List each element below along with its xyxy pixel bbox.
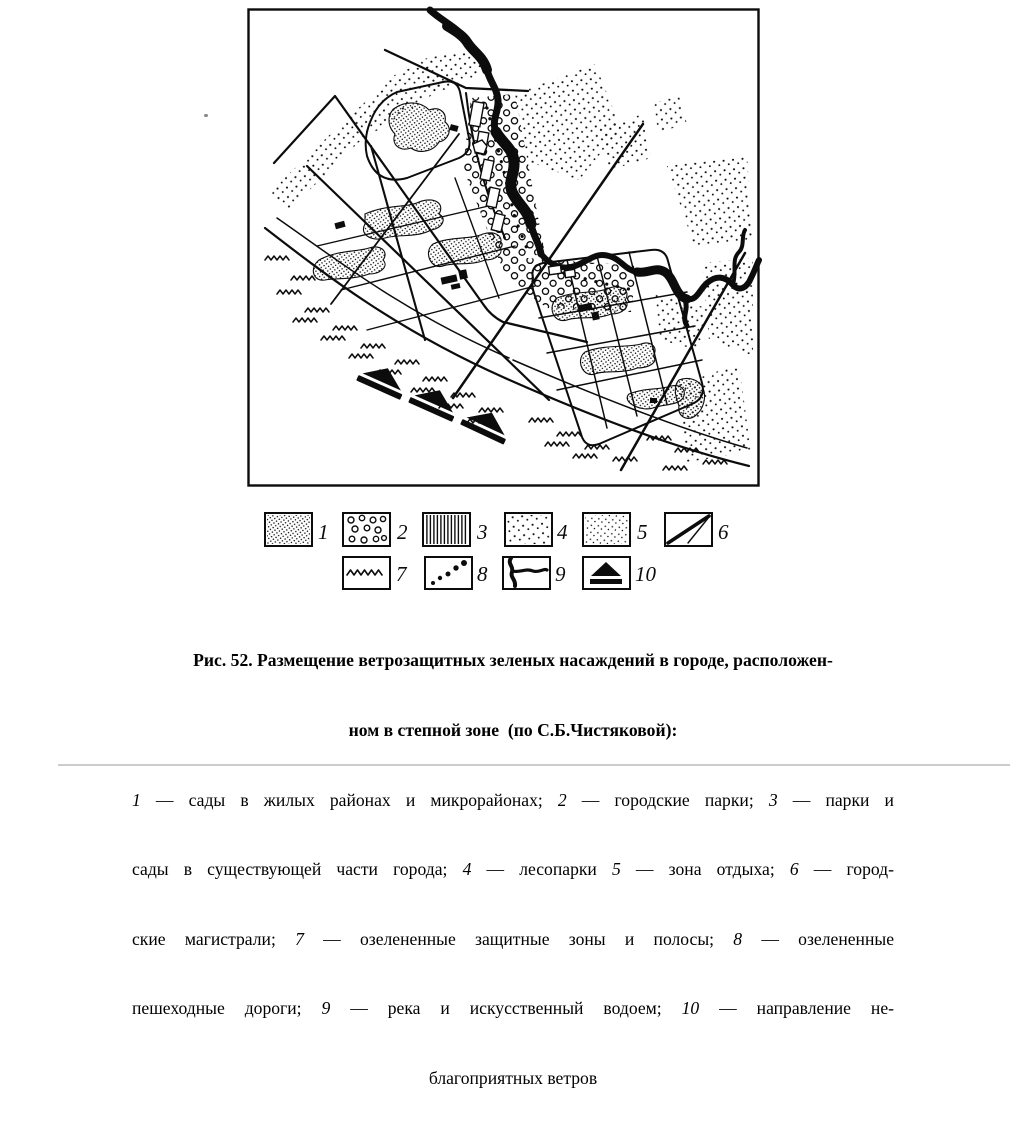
caption-body-line-5: благоприятных ветров (428, 1068, 598, 1089)
legend-item-8 (425, 557, 488, 589)
legend-num-4: 4 (557, 520, 568, 544)
caption-body-line-4: пешеходные дороги; 9 — река и искусственный водоем; 10 — направление не- (132, 998, 894, 1019)
caption-title-line-2: ном в степной зоне (по С.Б.Чистяковой): (348, 720, 678, 741)
figure-caption (132, 603, 894, 1137)
legend-num-10: 10 (635, 562, 656, 586)
map-legend (265, 513, 729, 589)
sparse-dots-swatch (507, 515, 550, 544)
legend-num-5: 5 (637, 520, 648, 544)
legend-item-7 (343, 557, 408, 589)
legend-item-4 (505, 513, 568, 546)
fine-dots-swatch (585, 515, 628, 544)
legend-item-1 (265, 513, 329, 546)
caption-body-line-1: 1 — сады в жилых районах и микрорайонах; 2 — городские парки; 3 — парки и (132, 789, 894, 810)
legend-item-3 (423, 513, 488, 546)
city-plan-map (249, 10, 760, 486)
legend-item-10 (583, 557, 657, 589)
vertical-hatch-swatch (425, 515, 468, 544)
figure-graphic (247, 8, 760, 598)
scan-speck (204, 114, 208, 117)
caption-body-line-2: сады в существующей части города; 4 — лесопарки 5 — зона отдыха; 6 — город- (132, 859, 894, 880)
legend-num-7: 7 (396, 562, 407, 586)
legend-num-6: 6 (718, 520, 729, 544)
legend-num-3: 3 (477, 520, 488, 544)
legend-item-6 (665, 513, 729, 546)
legend-item-5 (583, 513, 648, 546)
legend-num-1: 1 (318, 520, 329, 544)
dense-stipple-swatch (267, 515, 310, 544)
legend-num-9: 9 (555, 562, 566, 586)
legend-item-2 (343, 513, 408, 546)
page-bottom-rule (58, 764, 1010, 766)
legend-item-9 (503, 557, 566, 589)
legend-num-8: 8 (477, 562, 488, 586)
legend-num-2: 2 (397, 520, 408, 544)
caption-title-line-1: Рис. 52. Размещение ветрозащитных зеленых насаждений в городе, расположен- (193, 650, 833, 671)
caption-body-line-3: ские магистрали; 7 — озелененные защитные зоны и полосы; 8 — озелененные (132, 928, 895, 949)
